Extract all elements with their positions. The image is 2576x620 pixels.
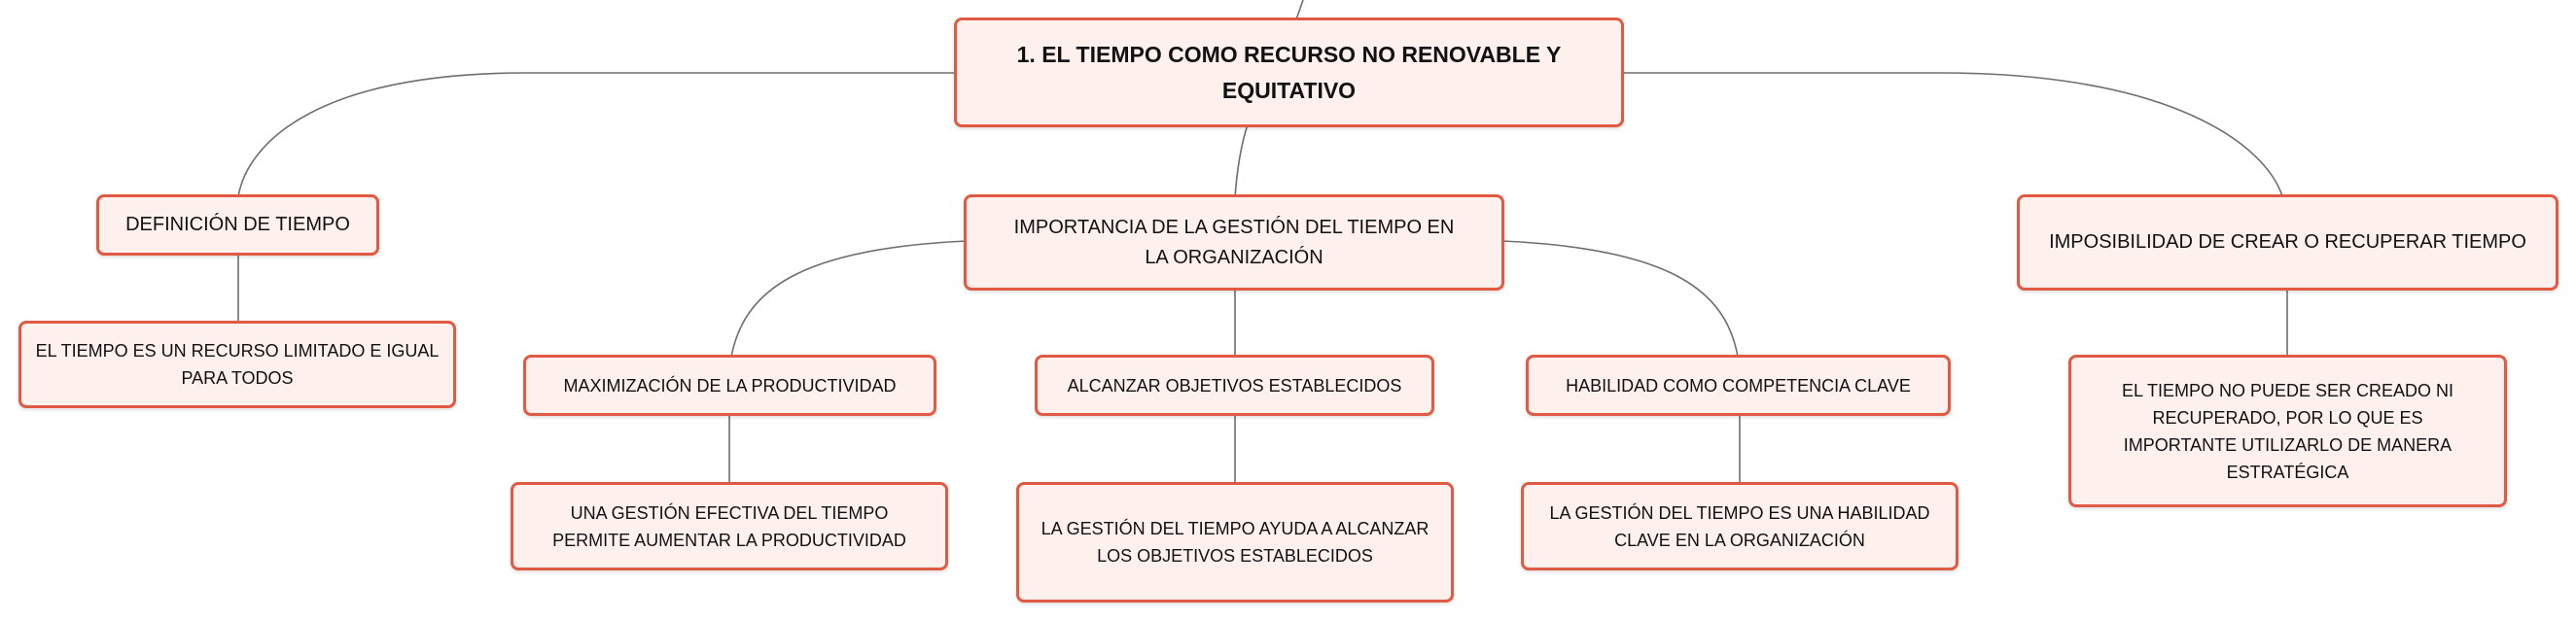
maximizacion-label: MAXIMIZACIÓN DE LA PRODUCTIVIDAD [563,375,897,396]
habilidad-detail-text: LA GESTIÓN DEL TIEMPO ES UNA HABILIDAD CLAVE EN LA ORGANIZACIÓN [1549,502,1930,550]
connector-root-importancia [1235,124,1248,197]
maximizacion-node[interactable] [523,355,936,416]
imposibilidad-detail-node[interactable] [2068,355,2507,507]
connector-parent-root [1296,0,1303,19]
habilidad-node[interactable] [1526,355,1951,416]
root-topic-node[interactable] [954,17,1624,127]
definicion-label: DEFINICIÓN DE TIEMPO [125,214,350,235]
imposibilidad-detail-text: EL TIEMPO NO PUEDE SER CREADO NI RECUPERADO, POR LO QUE ES IMPORTANTE UTILIZARLO DE MANERA ESTRATÉGICA [2121,380,2454,482]
maximizacion-detail-node[interactable] [511,482,948,570]
definicion-detail-node[interactable] [18,321,456,408]
root-topic-label: 1. EL TIEMPO COMO RECURSO NO RENOVABLE Y EQUITATIVO [1016,41,1562,103]
maximizacion-detail-text: UNA GESTIÓN EFECTIVA DEL TIEMPO PERMITE AUMENTAR LA PRODUCTIVIDAD [552,502,906,550]
imposibilidad-label: IMPOSIBILIDAD DE CREAR O RECUPERAR TIEMPO [2049,231,2526,253]
habilidad-label: HABILIDAD COMO COMPETENCIA CLAVE [1566,375,1911,396]
objetivos-detail-text: LA GESTIÓN DEL TIEMPO AYUDA A ALCANZAR LOS OBJETIVOS ESTABLECIDOS [1041,519,1429,566]
objetivos-label: ALCANZAR OBJETIVOS ESTABLECIDOS [1067,375,1402,396]
objetivos-node[interactable] [1035,355,1434,416]
importancia-label: IMPORTANCIA DE LA GESTIÓN DEL TIEMPO EN LA ORGANIZACIÓN [1013,216,1455,268]
connector-root-definicion [238,73,957,196]
importancia-node[interactable] [964,194,1504,291]
connector-importancia-maximizacion [731,241,967,357]
connector-importancia-habilidad [1502,241,1738,357]
habilidad-detail-node[interactable] [1521,482,1958,570]
objetivos-detail-node[interactable] [1016,482,1454,603]
definicion-node[interactable] [96,194,379,256]
connector-root-imposibilidad [1622,73,2282,196]
imposibilidad-node[interactable] [2017,194,2558,291]
definicion-detail-text: EL TIEMPO ES UN RECURSO LIMITADO E IGUAL PARA TODOS [35,341,440,388]
